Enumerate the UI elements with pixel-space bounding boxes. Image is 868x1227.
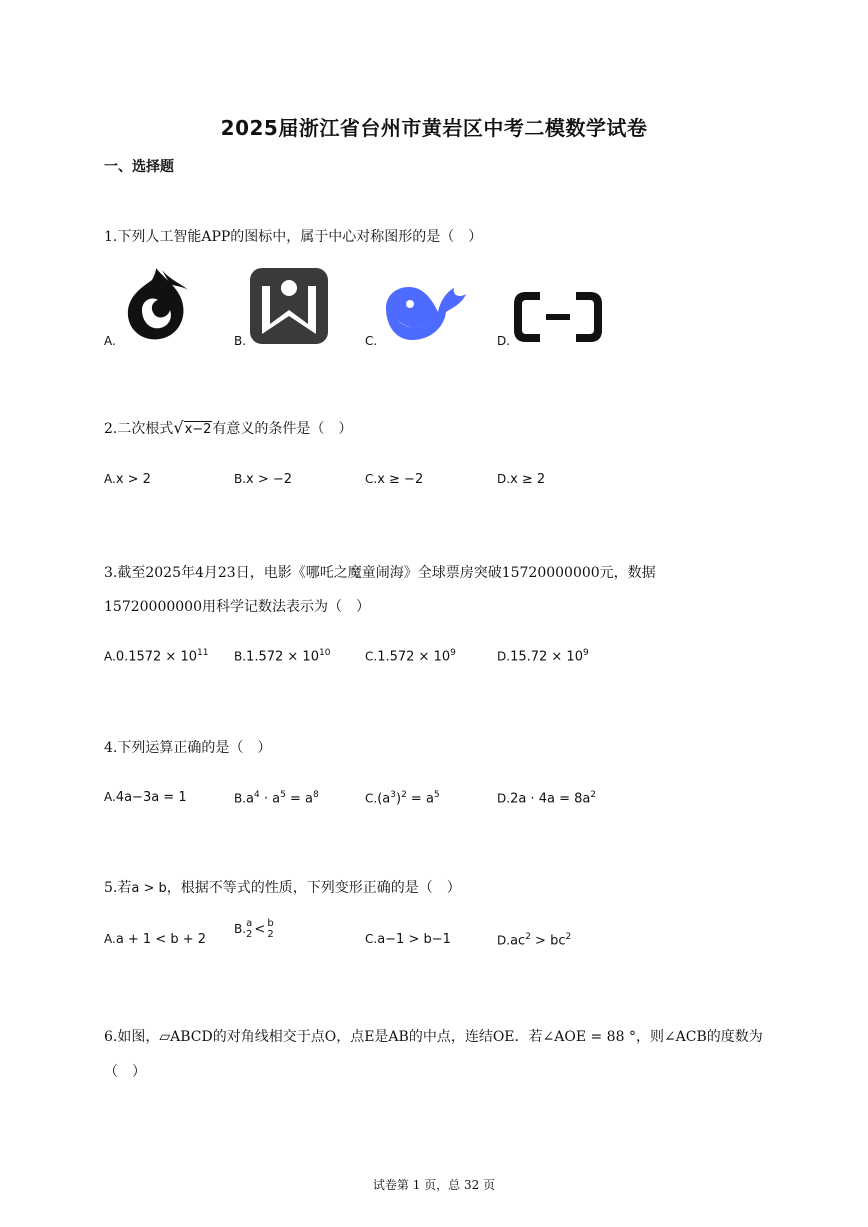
- q3-option-a: $A.0.1572 \times 10^{11}$: [104, 648, 209, 665]
- q5-option-b: B. a 2 < b 2: [234, 918, 274, 940]
- q3-option-b: $B.1.572 \times 10^{10}$: [234, 648, 331, 665]
- question-6-line-1: 6.如图，▱ABCD的对角线相交于点O，点E是AB的中点，连结OE．若∠AOE = 88 °，则∠ACB的度数为: [104, 1029, 763, 1045]
- sqrt-expression: √x−2: [173, 418, 212, 437]
- flame-swirl-logo-icon: [122, 266, 194, 346]
- q5-option-d: $D.ac^2 > bc^2$: [497, 932, 572, 949]
- q3-option-d: $D.15.72 \times 10^9$: [497, 648, 589, 665]
- q1-option-d-label: D.: [497, 334, 511, 348]
- question-3-line-1: 3.截至2025年4月23日，电影《哪吒之魔童闹海》全球票房突破15720000000元，数据: [104, 565, 656, 581]
- fraction-a-over-2: a 2: [246, 918, 253, 940]
- whale-logo-icon: [380, 278, 468, 348]
- question-4-text: 4.下列运算正确的是（ ）: [104, 740, 272, 756]
- w-square-logo-icon: [250, 268, 328, 348]
- page-footer: 试卷第 1 页，总 32 页: [372, 1178, 496, 1192]
- q1-option-b-label: B.: [234, 334, 247, 348]
- q4-option-b: $B.a^4 \cdot a^5 = a^8$: [234, 790, 319, 807]
- question-1-text: 1.下列人工智能APP的图标中，属于中心对称图形的是（ ）: [104, 229, 483, 245]
- q2-option-b: B.x > −2: [234, 472, 293, 487]
- q5-option-c: C.a−1 > b−1: [365, 932, 451, 947]
- q4-option-d: $D.2a \cdot 4a = 8a^2$: [497, 790, 597, 807]
- question-2-text: 2.二次根式√x−2有意义的条件是（ ）: [104, 418, 353, 437]
- q4-option-a: A.4a−3a = 1: [104, 790, 187, 805]
- q2-option-c: C.x ≥ −2: [365, 472, 424, 487]
- q1-option-a-label: A.: [104, 334, 116, 348]
- q3-option-c: $C.1.572 \times 10^9$: [365, 648, 456, 665]
- q1-option-c-label: C.: [365, 334, 378, 348]
- q5-option-a: A.a + 1 < b + 2: [104, 932, 207, 947]
- brackets-dash-logo-icon: [512, 290, 604, 348]
- fraction-b-over-2: b 2: [267, 918, 274, 940]
- question-6-line-2: （ ）: [104, 1064, 146, 1080]
- page-title: 2025届浙江省台州市黄岩区中考二模数学试卷: [220, 116, 648, 140]
- q2-option-a: A.x > 2: [104, 472, 151, 487]
- question-3-line-2: 15720000000用科学记数法表示为（ ）: [104, 599, 370, 615]
- question-5-text: 5.若a > b，根据不等式的性质，下列变形正确的是（ ）: [104, 880, 461, 896]
- q2-option-d: D.x ≥ 2: [497, 472, 546, 487]
- q4-option-c: $C.(a^3)^2 = a^5$: [365, 790, 440, 807]
- section-heading: 一、选择题: [104, 159, 174, 175]
